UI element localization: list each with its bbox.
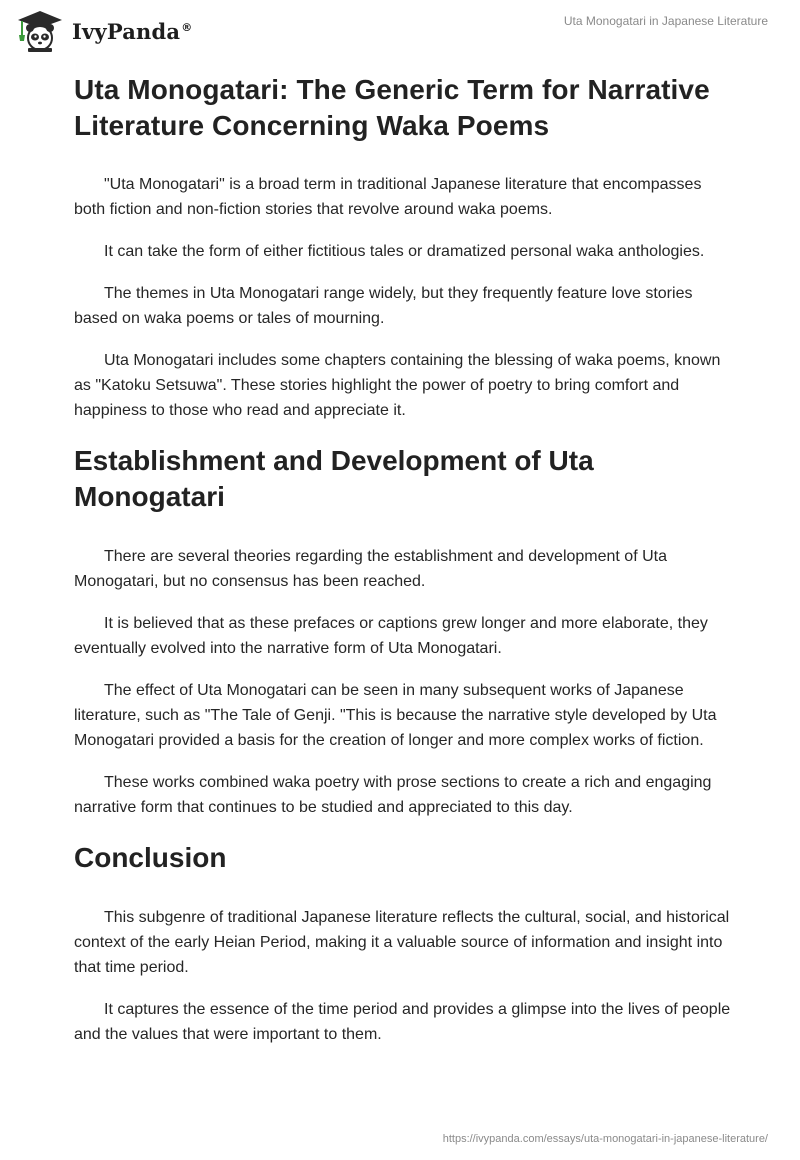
logo-text: IvyPanda® bbox=[72, 18, 193, 44]
source-url-link[interactable]: https://ivypanda.com/essays/uta-monogatari-in-japanese-literature/ bbox=[442, 1133, 768, 1145]
section-heading-conclusion: Conclusion bbox=[74, 842, 227, 873]
ivypanda-logo[interactable] bbox=[14, 9, 192, 53]
section-heading-establishment: Establishment and Development of Uta Monogatari bbox=[74, 445, 594, 512]
paragraph: It captures the essence of the time period and provides a glimpse into the lives of people and the values that were important to them. bbox=[74, 1001, 731, 1043]
running-title: Uta Monogatari in Japanese Literature bbox=[563, 14, 768, 28]
paragraph: "Uta Monogatari" is a broad term in traditional Japanese literature that encompasses both fiction and non-fiction stories that revolve around waka poems. bbox=[74, 176, 702, 218]
page-header bbox=[0, 0, 800, 60]
paragraph: It is believed that as these prefaces or captions grew longer and more elaborate, they eventually evolved into the narrative form of Uta Monogatari. bbox=[74, 615, 708, 657]
essay-content bbox=[74, 72, 734, 1064]
paragraph: The themes in Uta Monogatari range widely, but they frequently feature love stories based on waka poems or tales of mourning. bbox=[74, 285, 693, 327]
paragraph: This subgenre of traditional Japanese literature reflects the cultural, social, and historical context of the early Heian Period, making it a valuable source of information and insight into that time period. bbox=[74, 909, 730, 976]
panda-graduate-icon bbox=[14, 9, 66, 53]
paragraph: The effect of Uta Monogatari can be seen in many subsequent works of Japanese literature, such as "The Tale of Genji. "This is because the narrative style developed by Uta Monogatari provided a basis for the creation of longer and more complex works of fiction. bbox=[74, 682, 717, 749]
paragraph: These works combined waka poetry with prose sections to create a rich and engaging narrative form that continues to be studied and appreciated to this day. bbox=[74, 774, 712, 816]
page-title: Uta Monogatari: The Generic Term for Narrative Literature Concerning Waka Poems bbox=[74, 74, 710, 141]
paragraph: There are several theories regarding the establishment and development of Uta Monogatari, but no consensus has been reached. bbox=[74, 548, 667, 590]
paragraph: Uta Monogatari includes some chapters containing the blessing of waka poems, known as "Katoku Setsuwa". These stories highlight the power of poetry to bring comfort and happiness to those who read and appreciate it. bbox=[74, 352, 721, 419]
paragraph: It can take the form of either fictitious tales or dramatized personal waka anthologies. bbox=[104, 243, 705, 260]
